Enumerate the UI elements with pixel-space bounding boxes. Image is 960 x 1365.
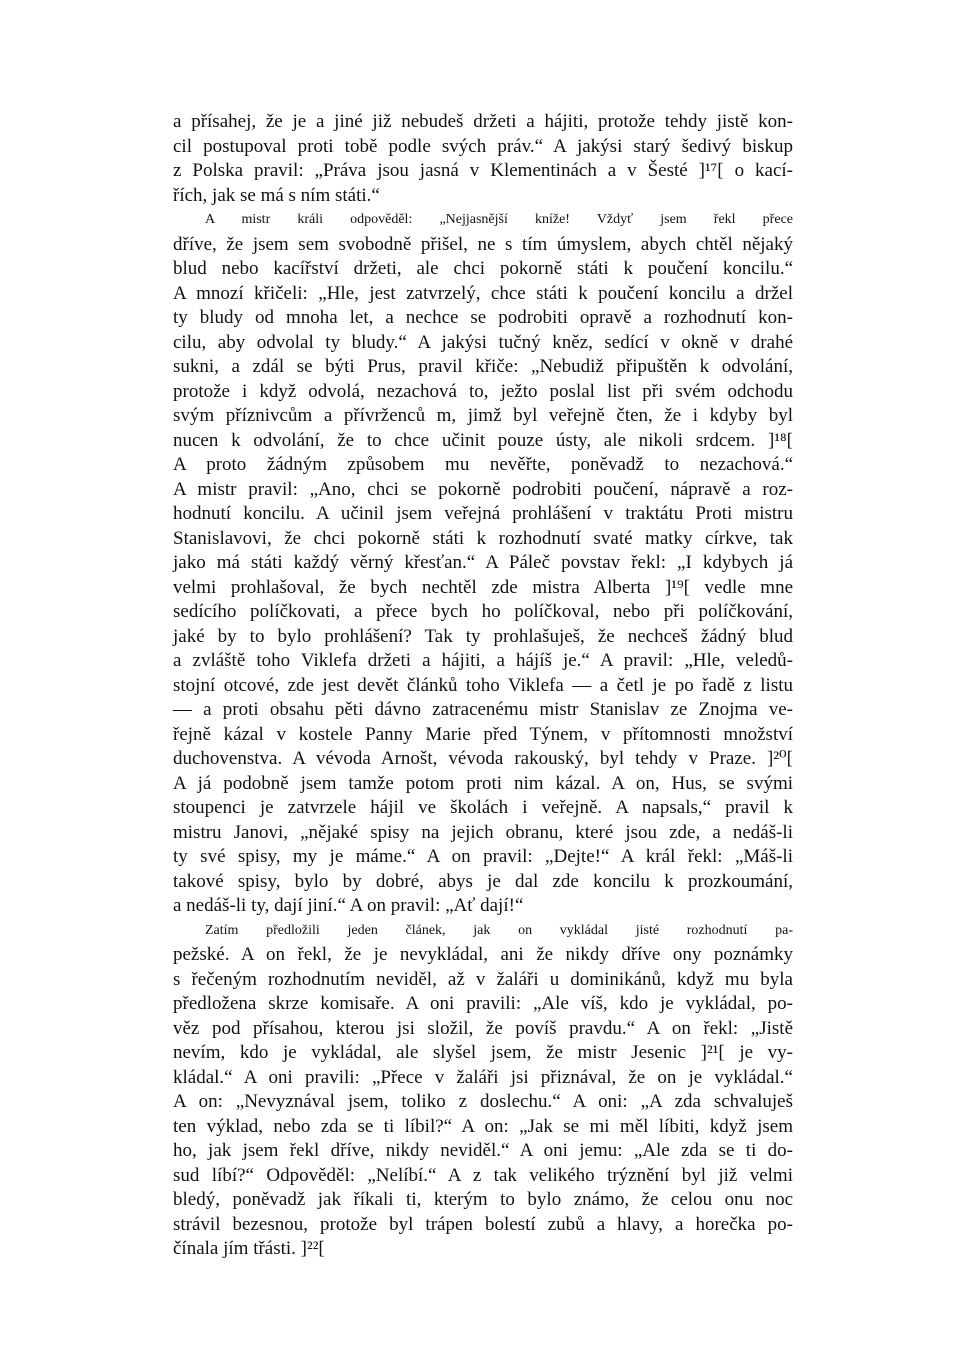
text-line: nevím, kdo je vykládal, ale slyšel jsem, že mistr Jesenic ]²¹[ je vy- (173, 1042, 793, 1063)
text-line: a přísahej, že je a jiné již nebudeš držeti a hájiti, protože tehdy jistě kon- (173, 111, 793, 132)
text-line: bledý, poněvadž jak říkali ti, kterým to bylo známo, že celou onu noc (173, 1189, 793, 1210)
text-line: věz pod přísahou, kterou jsi složil, že povíš pravdu.“ A on řekl: „Jistě (173, 1017, 793, 1039)
text-line: Zatím předložili jeden článek, jak on vykládal jisté rozhodnutí pa- (205, 922, 793, 938)
text-line: kládal.“ A oni pravili: „Přece v žaláři jsi přiznával, že on je vykládal.“ (173, 1066, 793, 1088)
text-line: předložena skrze komisaře. A oni pravili: „Ale víš, kdo je vykládal, po- (173, 993, 793, 1014)
text-line: pežské. A on řekl, že je nevykládal, ani že nikdy dříve ony poznámky (173, 944, 793, 965)
text-line: sud líbí?“ Odpověděl: „Nelíbí.“ A z tak velikého trýznění byl již velmi (173, 1164, 793, 1186)
text-line: A mistr pravil: „Ano, chci se pokorně podrobiti poučení, nápravě a roz- (173, 478, 793, 500)
text-line: ten výklad, nebo zda se ti líbil?“ A on: „Jak se mi měl líbiti, když jsem (173, 1115, 793, 1137)
text-line: jako má státi každý věrný křesťan.“ A Páleč povstav řekl: „I kdybych já (173, 552, 793, 573)
text-line: A já podobně jsem tamže potom proti nim kázal. A on, Hus, se svými (173, 772, 793, 794)
text-line: protože i když odvolá, nezachová to, ježto poslal list při svém odchodu (173, 380, 793, 402)
text-line: cil postupoval proti tobě podle svých práv.“ A jakýsi starý šedivý biskup (173, 135, 793, 157)
text-line: a nedáš-li ty, dají jiní.“ A on pravil: „Ať dají!“ (173, 895, 524, 916)
text-line: ho, jak jsem řekl dříve, nikdy neviděl.“ A oni jemu: „Ale zda se ti do- (173, 1140, 793, 1161)
text-line: blud nebo kacířství držeti, ale chci pokorně státi k poučení koncilu.“ (173, 258, 793, 279)
text-line: ty bludy od mnoha let, a nechce se podrobiti opravě a rozhodnutí kon- (173, 307, 793, 328)
text-line: stojní otcové, zde jest devět článků toho Viklefa — a četl je po řadě z listu (173, 674, 793, 696)
text-line: jaké by to bylo prohlášení? Tak ty prohlašuješ, že nechceš žádný blud (173, 625, 793, 647)
text-line: A on: „Nevyznával jsem, toliko z doslechu.“ A oni: „A zda schvaluješ (173, 1091, 793, 1112)
text-line: s řečeným rozhodnutím neviděl, až v žaláři u dominikánů, když mu byla (173, 968, 793, 990)
text-line: velmi prohlašoval, že bych nechtěl zde mistra Alberta ]¹⁹[ vedle mne (173, 576, 793, 598)
text-line: stoupenci je zatvrzele hájil ve školách i veřejně. A napsals,“ pravil k (173, 797, 793, 818)
text-line: řejně kázal v kostele Panny Marie před Týnem, v přítomnosti množství (173, 723, 793, 745)
text-line: dříve, že jsem sem svobodně přišel, ne s tím úmyslem, abych chtěl nějaký (173, 233, 793, 255)
text-line: řích, jak se má s ním státi.“ (173, 184, 380, 206)
text-line: A mistr králi odpověděl: „Nejjasnější kníže! Vždyť jsem řekl přece (205, 212, 793, 227)
text-line: mistru Janovi, „nějaké spisy na jejich obranu, které jsou zde, a nedáš-li (173, 821, 793, 843)
text-line: A proto žádným způsobem mu nevěřte, poněvadž to nezachová.“ (173, 454, 793, 475)
text-line: svým příznivcům a přívrženců m, jimž byl veřejně čten, že i kdyby byl (173, 405, 793, 426)
text-line: čínala jím třásti. ]²²[ (173, 1238, 325, 1259)
text-line: A mnozí křičeli: „Hle, jest zatvrzelý, chce státi k poučení koncilu a držel (173, 282, 793, 304)
text-line: takové spisy, bylo by dobré, abys je dal zde koncilu k prozkoumání, (173, 870, 793, 892)
text-line: duchovenstva. A vévoda Arnošt, vévoda rakouský, byl tehdy v Praze. ]²⁰[ (173, 748, 793, 769)
text-line: cilu, aby odvolal ty bludy.“ A jakýsi tučný kněz, sedící v okně v drahé (173, 331, 793, 353)
text-line: ty své spisy, my je máme.“ A on pravil: „Dejte!“ A král řekl: „Máš-li (173, 846, 793, 867)
text-line: — a proti obsahu pěti dávno zatracenému mistr Stanislav ze Znojma ve- (173, 699, 793, 720)
text-line: z Polska pravil: „Práva jsou jasná v Klementinách a v Šesté ]¹⁷[ o kací- (173, 160, 793, 181)
text-line: strávil bezesnou, protože byl trápen bolestí zubů a hlavy, a horečka po- (173, 1213, 793, 1235)
text-line: a zvláště toho Viklefa držeti a hájiti, a hájíš je.“ A pravil: „Hle, veledů- (173, 650, 793, 671)
page-body (173, 110, 793, 1262)
text-line: sukni, a zdál se býti Prus, pravil křiče: „Nebudiž připuštěn k odvolání, (173, 356, 793, 377)
text-line: sedícího políčkovati, a přece bych ho políčkoval, nebo při políčkování, (173, 601, 793, 622)
text-line: hodnutí koncilu. A učinil jsem veřejná prohlášení v traktátu Proti mistru (173, 503, 793, 524)
text-line: Stanislavovi, že chci pokorně státi k rozhodnutí svaté matky církve, tak (173, 527, 793, 549)
text-line: nucen k odvolání, že to chce učinit pouze ústy, ale nikoli srdcem. ]¹⁸[ (173, 429, 793, 451)
